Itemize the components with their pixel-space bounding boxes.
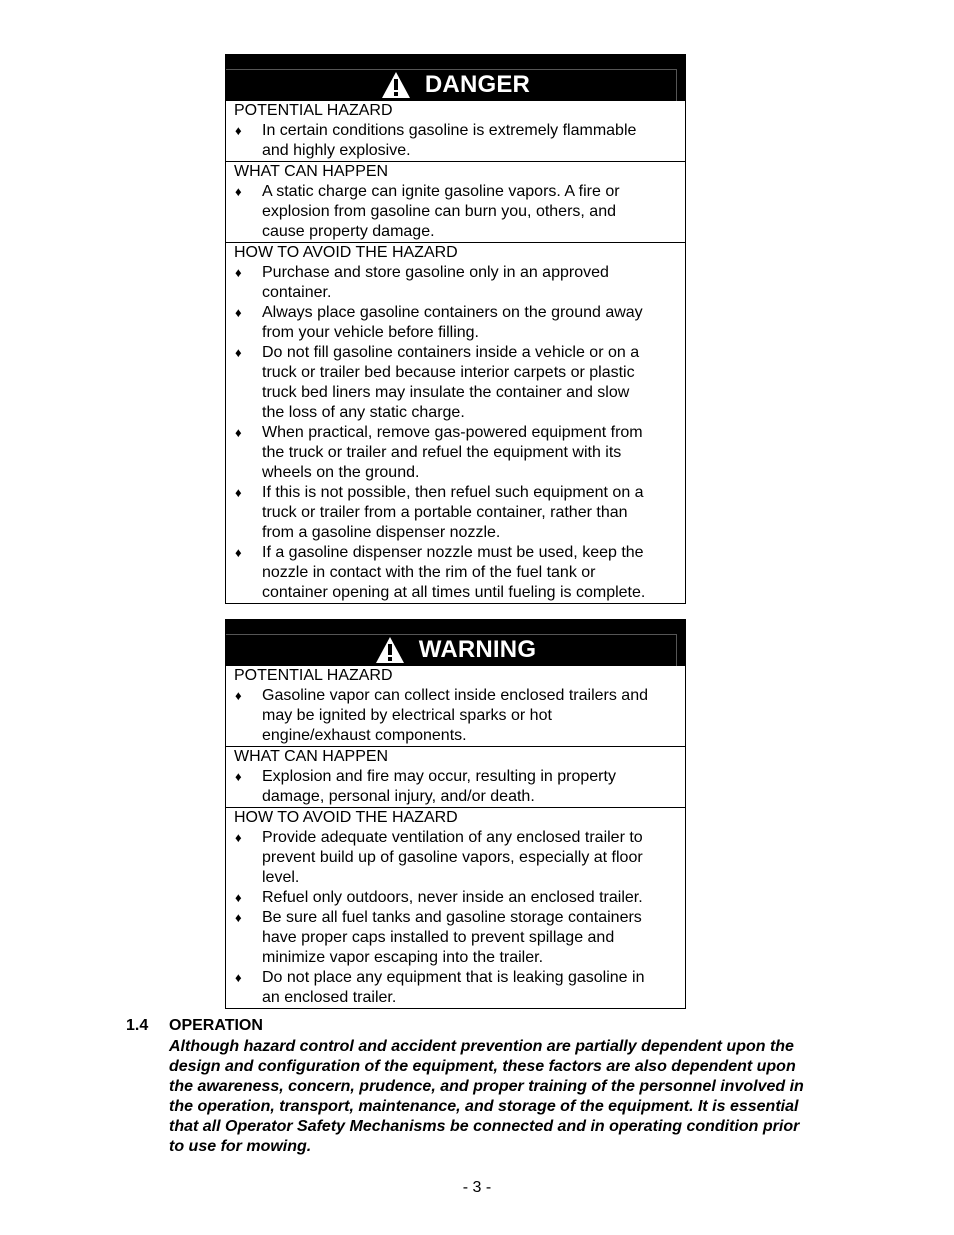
hazard-section [226, 101, 685, 161]
bullet-line: wheels on the ground. [262, 464, 420, 481]
diamond-bullet-icon: ♦ [235, 545, 242, 560]
hazard-section [226, 242, 685, 603]
bullet-line: Do not place any equipment that is leaking gasoline in [262, 969, 645, 986]
bullet-text [262, 303, 679, 343]
bullet-line: container opening at all times until fueling is complete. [262, 584, 646, 601]
warning-triangle-icon [381, 71, 411, 99]
bullet-line: have proper caps installed to prevent spillage and [262, 929, 615, 946]
bullet-line: prevent build up of gasoline vapors, especially at floor [262, 849, 643, 866]
header-rule [226, 634, 677, 635]
bullet-line: may be ignited by electrical sparks or hot [262, 707, 552, 724]
diamond-bullet-icon: ♦ [235, 890, 242, 905]
bullet-line: truck or trailer from a portable container, rather than [262, 504, 628, 521]
bullet-line: Refuel only outdoors, never inside an enclosed trailer. [262, 889, 643, 906]
bullet-line: minimize vapor escaping into the trailer. [262, 949, 544, 966]
bullet-text [262, 888, 679, 908]
bullet-text [262, 686, 679, 746]
diamond-bullet-icon: ♦ [235, 123, 242, 138]
bullet-item [234, 483, 679, 543]
danger-title: DANGER [424, 71, 531, 98]
diamond-bullet-icon: ♦ [235, 970, 242, 985]
header-rule-vertical [676, 69, 677, 101]
bullet-item [234, 543, 679, 603]
section-title: OPERATION [169, 1017, 263, 1034]
bullet-line: container. [262, 284, 332, 301]
page-number: - 3 - [462, 1179, 492, 1196]
warning-triangle-icon [375, 636, 405, 664]
warning-title: WARNING [418, 636, 537, 663]
hazard-section [226, 807, 685, 1008]
bullet-item [234, 263, 679, 303]
bullet-text [262, 828, 679, 888]
bullet-line: an enclosed trailer. [262, 989, 397, 1006]
operation-heading [126, 1016, 263, 1036]
bullet-line: cause property damage. [262, 223, 435, 240]
bullet-line: explosion from gasoline can burn you, others, and [262, 203, 616, 220]
body-line: the awareness, concern, prudence, and proper training of the personnel involved in [169, 1078, 804, 1095]
bullet-item [234, 182, 679, 242]
diamond-bullet-icon: ♦ [235, 769, 242, 784]
bullet-line: from a gasoline dispenser nozzle. [262, 524, 501, 541]
header-rule [226, 69, 677, 70]
bullet-text [262, 968, 679, 1008]
diamond-bullet-icon: ♦ [235, 485, 242, 500]
bullet-line: damage, personal injury, and/or death. [262, 788, 535, 805]
body-line: the operation, transport, maintenance, and storage of the equipment. It is essential [169, 1098, 799, 1115]
bullet-text [262, 908, 679, 968]
bullet-item [234, 686, 679, 746]
bullet-item [234, 828, 679, 888]
bullet-line: truck bed liners may insulate the container and slow [262, 384, 630, 401]
diamond-bullet-icon: ♦ [235, 184, 242, 199]
bullet-line: and highly explosive. [262, 142, 411, 159]
diamond-bullet-icon: ♦ [235, 830, 242, 845]
bullet-item [234, 423, 679, 483]
section-heading: POTENTIAL HAZARD [234, 667, 393, 684]
body-line: Although hazard control and accident prevention are partially dependent upon the [169, 1038, 794, 1055]
bullet-line: If a gasoline dispenser nozzle must be used, keep the [262, 544, 644, 561]
bullet-text [262, 423, 679, 483]
bullet-line: Purchase and store gasoline only in an approved [262, 264, 609, 281]
warning-sections [226, 666, 685, 1008]
bullet-text [262, 543, 679, 603]
danger-box [225, 54, 686, 604]
bullet-item [234, 303, 679, 343]
bullet-text [262, 767, 679, 807]
bullet-line: Provide adequate ventilation of any enclosed trailer to [262, 829, 643, 846]
bullet-line: Do not fill gasoline containers inside a vehicle or on a [262, 344, 640, 361]
warning-box [225, 619, 686, 1009]
diamond-bullet-icon: ♦ [235, 305, 242, 320]
bullet-line: Be sure all fuel tanks and gasoline storage containers [262, 909, 642, 926]
diamond-bullet-icon: ♦ [235, 425, 242, 440]
diamond-bullet-icon: ♦ [235, 910, 242, 925]
section-number: 1.4 [126, 1017, 149, 1034]
bullet-item [234, 767, 679, 807]
hazard-section [226, 161, 685, 242]
bullet-item [234, 908, 679, 968]
bullet-line: from your vehicle before filling. [262, 324, 479, 341]
bullet-line: the loss of any static charge. [262, 404, 465, 421]
bullet-line: If this is not possible, then refuel such equipment on a [262, 484, 644, 501]
bullet-item [234, 968, 679, 1008]
section-heading: HOW TO AVOID THE HAZARD [234, 244, 458, 261]
danger-header [226, 55, 685, 101]
hazard-section [226, 666, 685, 746]
diamond-bullet-icon: ♦ [235, 265, 242, 280]
operation-body [169, 1037, 859, 1157]
header-rule-vertical [676, 634, 677, 666]
bullet-line: truck or trailer bed because interior carpets or plastic [262, 364, 635, 381]
bullet-text [262, 483, 679, 543]
bullet-line: Explosion and fire may occur, resulting in property [262, 768, 616, 785]
bullet-line: Always place gasoline containers on the ground away [262, 304, 643, 321]
bullet-text [262, 263, 679, 303]
bullet-line: the truck or trailer and refuel the equipment with its [262, 444, 622, 461]
bullet-text [262, 343, 679, 423]
bullet-text [262, 182, 679, 242]
bullet-line: A static charge can ignite gasoline vapors. A fire or [262, 183, 620, 200]
body-line: to use for mowing. [169, 1138, 312, 1155]
section-heading: POTENTIAL HAZARD [234, 102, 393, 119]
bullet-line: Gasoline vapor can collect inside enclosed trailers and [262, 687, 648, 704]
bullet-item [234, 888, 679, 908]
diamond-bullet-icon: ♦ [235, 345, 242, 360]
bullet-line: nozzle in contact with the rim of the fuel tank or [262, 564, 596, 581]
hazard-section [226, 746, 685, 807]
bullet-text [262, 121, 679, 161]
diamond-bullet-icon: ♦ [235, 688, 242, 703]
warning-header [226, 620, 685, 666]
section-heading: HOW TO AVOID THE HAZARD [234, 809, 458, 826]
body-line: design and configuration of the equipment, these factors are also dependent upon [169, 1058, 796, 1075]
bullet-line: When practical, remove gas-powered equipment from [262, 424, 643, 441]
bullet-item [234, 343, 679, 423]
section-heading: WHAT CAN HAPPEN [234, 748, 389, 765]
danger-sections [226, 101, 685, 603]
bullet-item [234, 121, 679, 161]
bullet-line: engine/exhaust components. [262, 727, 467, 744]
bullet-line: In certain conditions gasoline is extremely flammable [262, 122, 637, 139]
section-heading: WHAT CAN HAPPEN [234, 163, 389, 180]
body-line: that all Operator Safety Mechanisms be connected and in operating condition prior [169, 1118, 800, 1135]
bullet-line: level. [262, 869, 300, 886]
